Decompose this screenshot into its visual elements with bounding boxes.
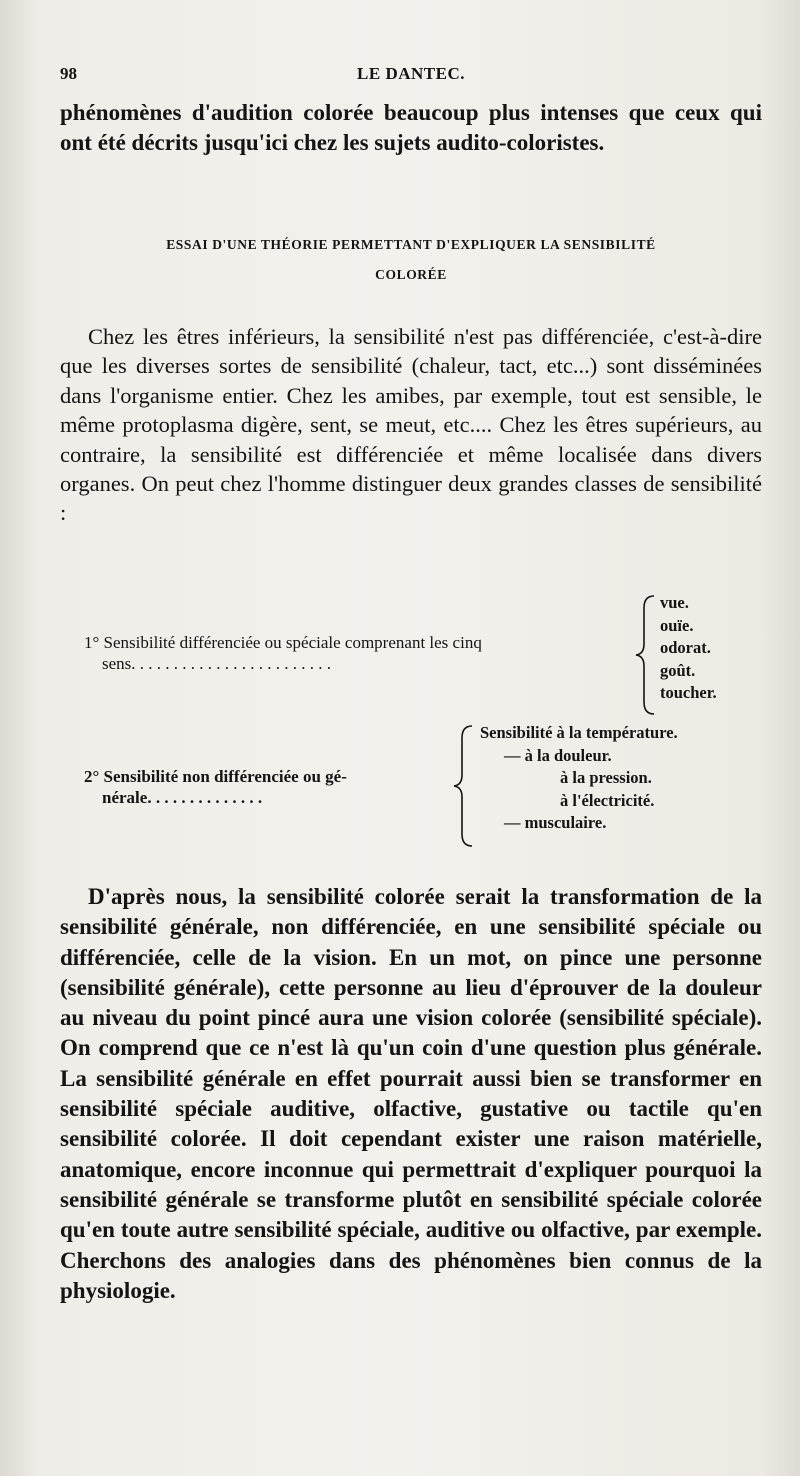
- paragraph-lower-organisms-text: Chez les êtres inférieurs, la sensibilité n'est pas différenciée, c'est-à-dire que les diverses sortes de sensibilité (chaleur, tact, etc...) sont disséminées dans l'organisme entier. Chez les amibes, par exemple, tout est sensible, le même protoplasma digère, sent, se meut, etc.... Chez les êtres supérieurs, au contraire, la sensibilité est différenciée et même localisée dans divers organes. On peut chez l'homme distinguer deux grandes classes de sensibilité :: [60, 324, 762, 526]
- paragraph-lower-organisms: [60, 322, 762, 528]
- sense-item: toucher.: [660, 683, 717, 702]
- intro-paragraph: phénomènes d'audition colorée beaucoup plus intenses que ceux qui ont été décrits jusqu'ici chez les sujets audito-coloristes.: [60, 100, 762, 155]
- general-sensibility-brace: [452, 724, 478, 848]
- general-sensibility-line-2: nérale. . . . . . . . . . . . . .: [102, 788, 263, 807]
- paragraph-colored-sensibility: [60, 882, 762, 1306]
- special-sensibility-line-1: 1° Sensibilité différenciée ou spéciale comprenant les cinq: [84, 633, 482, 652]
- sense-item: goût.: [660, 660, 696, 680]
- special-sensibility-heading: [84, 632, 644, 674]
- section-title: [60, 230, 762, 290]
- general-sensibility-list: [480, 722, 678, 835]
- special-sensibility-line-2: sens. . . . . . . . . . . . . . . . . . . . . . . .: [102, 654, 332, 673]
- sense-item: vue.: [660, 593, 689, 612]
- paragraph-colored-sensibility-text: D'après nous, la sensibilité colorée serait la transformation de la sensibilité générale, non différenciée, en une sensibilité spéciale ou différenciée, celle de la vision. En un mot, on pince une personne (sensibilité générale), cette personne au lieu d'éprouver de la douleur au niveau du point pincé aura une vision colorée (sensibilité spéciale). On comprend que ce n'est là qu'un coin d'une question plus générale. La sensibilité générale en effet pourrait aussi bien se transformer en sensibilité spéciale auditive, olfactive, gustative ou tactile qu'en sensibilité colorée. Il doit cependant exister une raison matérielle, anatomique, encore inconnue qui permettrait d'expliquer pourquoi la sensibilité générale se transforme plutôt en sensibilité spéciale colorée qu'en toute autre sensibilité spéciale, auditive ou olfactive, par exemple. Cherchons des analogies dans des phénomènes bien connus de la physiologie.: [60, 884, 762, 1303]
- general-sensibility-heading: [84, 766, 464, 808]
- section-title-line-2: COLORÉE: [375, 267, 447, 282]
- running-header: [60, 64, 762, 88]
- general-item: à la pression.: [560, 768, 652, 787]
- general-sensibility-line-1: 2° Sensibilité non différenciée ou gé-: [84, 767, 347, 786]
- general-item: — musculaire.: [504, 813, 607, 832]
- page-number: 98: [60, 64, 77, 83]
- running-title: LE DANTEC.: [357, 64, 465, 83]
- special-senses-list: [660, 592, 717, 705]
- sense-item: odorat.: [660, 638, 711, 657]
- sense-item: ouïe.: [660, 615, 694, 635]
- general-item: — à la douleur.: [504, 745, 612, 765]
- section-title-line-1: ESSAI D'UNE THÉORIE PERMETTANT D'EXPLIQUER LA SENSIBILITÉ: [166, 237, 656, 252]
- general-item: Sensibilité à la température.: [480, 723, 678, 742]
- general-item: à l'électricité.: [560, 790, 655, 810]
- special-senses-brace: [634, 594, 660, 716]
